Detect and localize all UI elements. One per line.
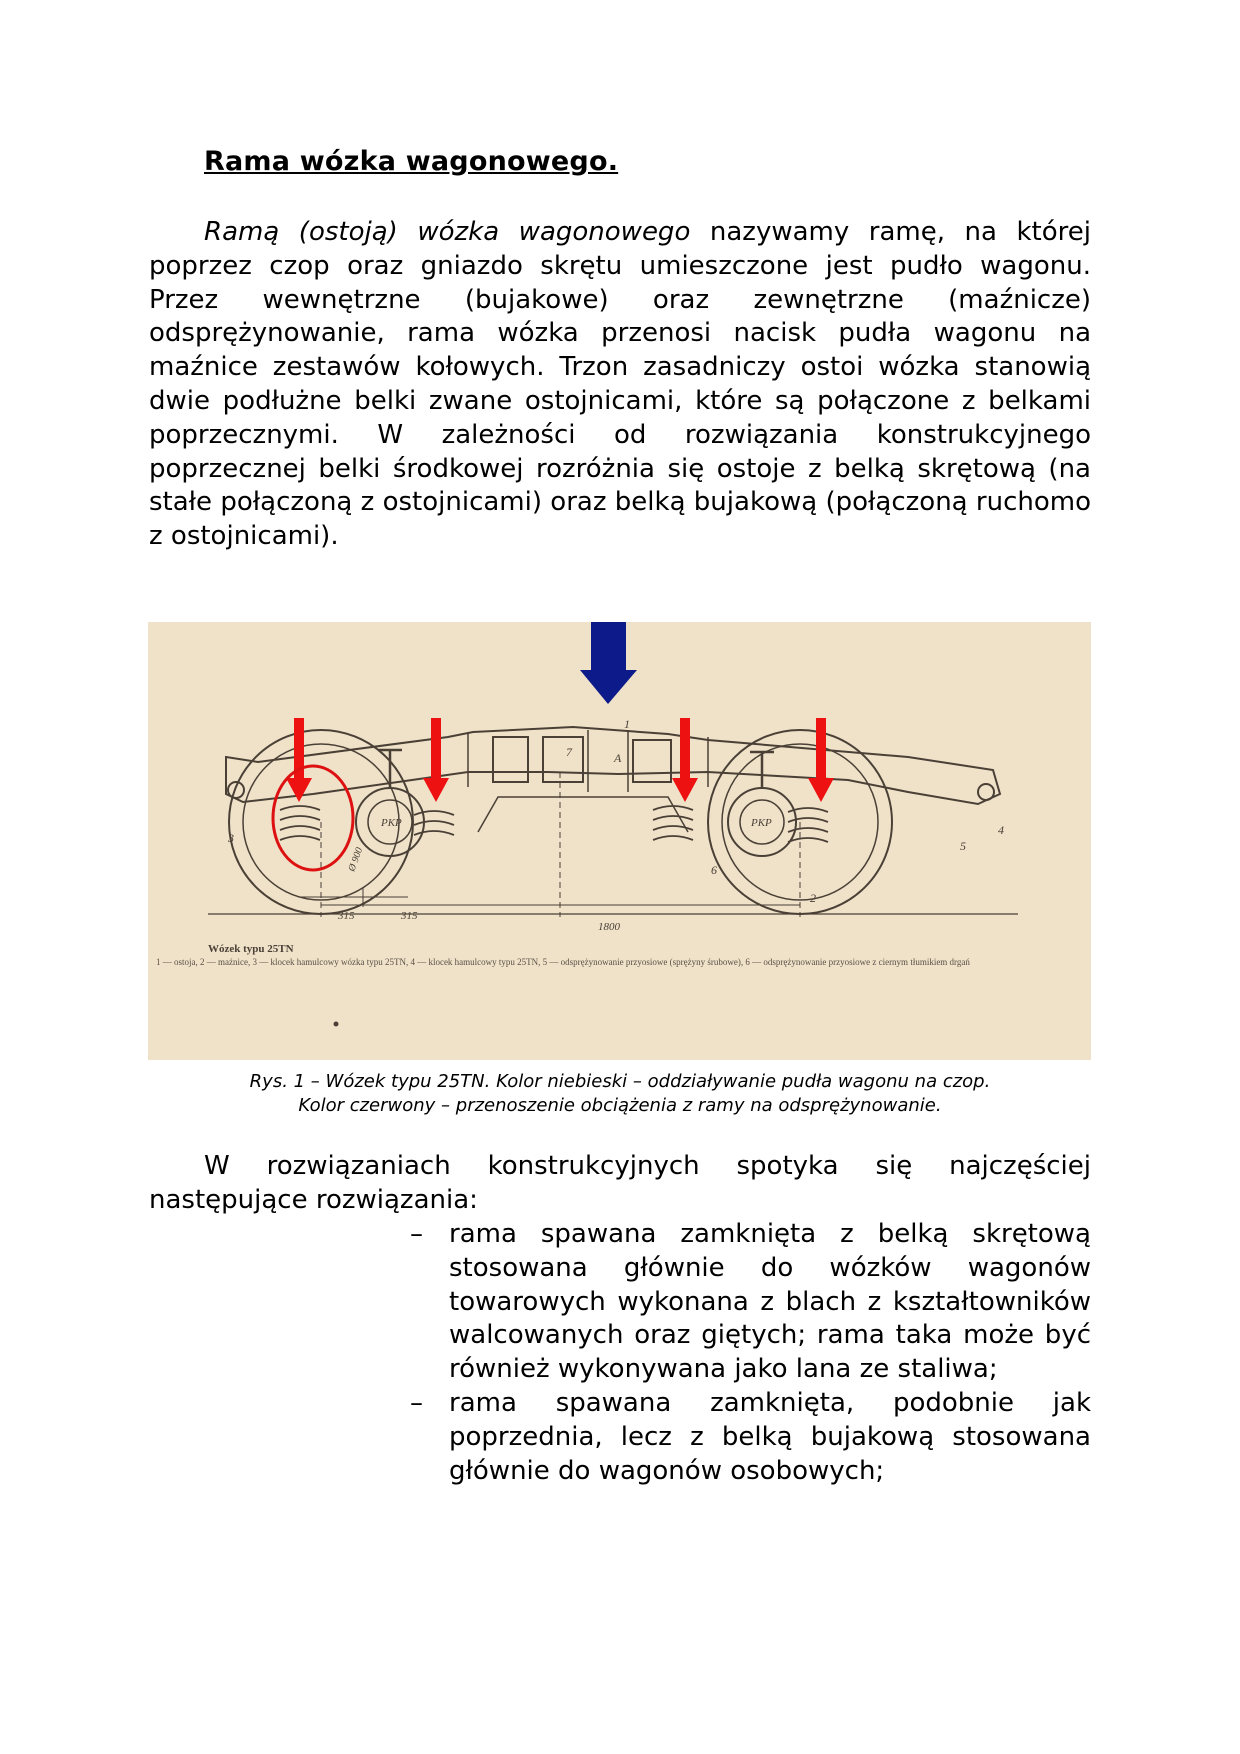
axlebox-label-right: PKP	[751, 817, 772, 829]
list-dash: –	[410, 1219, 423, 1249]
solutions-paragraph	[149, 1150, 1091, 1218]
bogie-drawing	[148, 622, 1091, 1060]
bogie-figure	[148, 622, 1091, 1060]
figure-inner-title: Wózek typu 25TN	[208, 943, 294, 955]
drawing-label-5: 5	[960, 839, 966, 853]
list-item-text: rama spawana zamknięta z belką skrętową stosowana głównie do wózków wagonów towarowych wykonana z blach z kształtowników walcowanych oraz giętych; rama taka może być również wykonywana jako lana ze staliwa;	[449, 1219, 1091, 1385]
list-item-text: rama spawana zamknięta, podobnie jak poprzednia, lecz z belką bujakową stosowana głównie do wagonów osobowych;	[449, 1387, 1091, 1486]
drawing-label-6: 6	[711, 863, 717, 877]
drawing-label-4: 4	[998, 823, 1004, 837]
solutions-text: W rozwiązaniach konstrukcyjnych spotyka się najczęściej następujące rozwiązania:	[149, 1151, 1091, 1215]
drawing-label-3: 3	[228, 831, 234, 845]
figure-caption	[149, 1070, 1091, 1118]
list-dash: –	[410, 1387, 423, 1418]
drawing-label-A: A	[614, 751, 622, 765]
drawing-label-2: 2	[810, 891, 816, 905]
axlebox-label-left: PKP	[381, 817, 402, 829]
document-title: Rama wózka wagonowego.	[204, 146, 619, 177]
list-item	[410, 1387, 1091, 1488]
figure-inner-legend-box	[156, 956, 986, 992]
intro-text: nazywamy ramę, na której poprzez czop oraz gniazdo skrętu umieszczone jest pudło wagonu. Przez wewnętrzne (bujakowe) oraz zewnętrzne (maźnicze) odsprężynowanie, rama wózka przenosi nacisk pudła wagonu na maźnice zestawów kołowych. Trzon zasadniczy ostoi wózka stanowią dwie podłużne belki zwane ostojnicami, które są połączone z belkami poprzecznymi. W zależności od rozwiązania konstrukcyjnego poprzecznej belki środkowej rozróżnia się ostoje z belką skrętową (na stałe połączoną z ostojnicami) oraz belką bujakową (połączoną ruchomo z ostojnicami).	[149, 217, 1091, 552]
caption-line-1: Rys. 1 – Wózek typu 25TN. Kolor niebieski – oddziaływanie pudła wagonu na czop.	[249, 1071, 991, 1092]
wheel-diameter-label: Ø 900	[346, 846, 366, 874]
caption-line-2: Kolor czerwony – przenoszenie obciążenia z ramy na odsprężynowanie.	[298, 1095, 942, 1116]
dimension-315-left: 315	[338, 910, 355, 922]
dimension-1800: 1800	[598, 921, 620, 933]
list-item	[410, 1218, 1091, 1387]
intro-lead-term: Ramą (ostoją) wózka wagonowego	[204, 217, 691, 247]
figure-inner-legend: 1 — ostoja, 2 — maźnice, 3 — klocek hamulcowy wózka typu 25TN, 4 — klocek hamulcowy typu 25TN, 5 — odsprężynowanie przyosiowe (sprężyny śrubowe), 6 — odsprężynowanie przyosiowe z ciernym tłumikiem drgań	[156, 957, 970, 967]
solutions-list	[410, 1218, 1091, 1488]
drawing-label-7: 7	[566, 745, 572, 759]
drawing-label-1: 1	[624, 717, 630, 731]
intro-paragraph	[149, 216, 1091, 554]
dimension-315-right: 315	[401, 910, 418, 922]
